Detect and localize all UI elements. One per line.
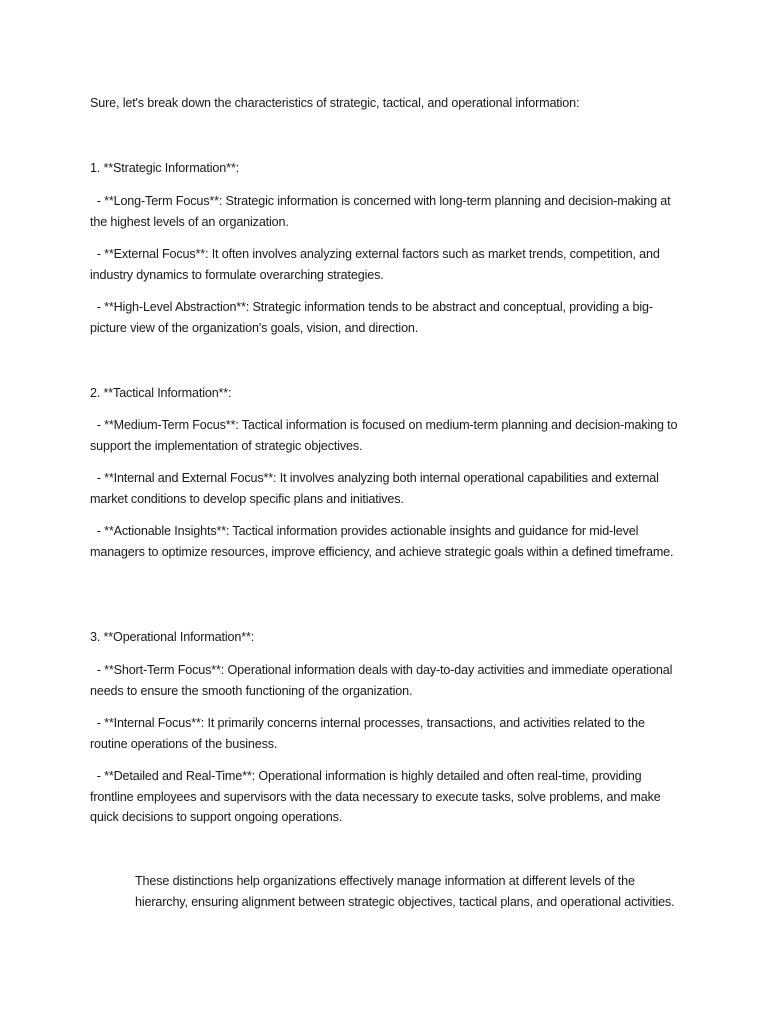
bullet-internal-focus: - **Internal Focus**: It primarily concerns internal processes, transactions, and activities related to the routine operations of the business.	[90, 716, 649, 751]
section-heading-strategic: 1. **Strategic Information**:	[90, 161, 239, 175]
bullet-medium-term-focus: - **Medium-Term Focus**: Tactical information is focused on medium-term planning and decision-making to support the implementation of strategic objectives.	[90, 418, 681, 453]
section-heading-operational: 3. **Operational Information**:	[90, 630, 255, 644]
bullet-detailed-real-time: - **Detailed and Real-Time**: Operational information is highly detailed and often real-time, providing frontline employees and supervisors with the data necessary to execute tasks, solve problems, and make quick decisions to support ongoing operations.	[90, 769, 664, 824]
bullet-high-level-abstraction: - **High-Level Abstraction**: Strategic information tends to be abstract and conceptual, providing a big-picture view of the organization's goals, vision, and direction.	[90, 300, 653, 335]
bullet-external-focus: - **External Focus**: It often involves analyzing external factors such as market trends, competition, and industry dynamics to formulate overarching strategies.	[90, 247, 664, 282]
bullet-internal-external-focus: - **Internal and External Focus**: It involves analyzing both internal operational capabilities and external market conditions to develop specific plans and initiatives.	[90, 471, 663, 506]
section-heading-tactical: 2. **Tactical Information**:	[90, 386, 232, 400]
bullet-actionable-insights: - **Actionable Insights**: Tactical information provides actionable insights and guidance for mid-level managers to optimize resources, improve efficiency, and achieve strategic goals within a defined timeframe.	[90, 524, 674, 559]
bullet-long-term-focus: - **Long-Term Focus**: Strategic information is concerned with long-term planning and decision-making at the highest levels of an organization.	[90, 194, 674, 229]
bullet-short-term-focus: - **Short-Term Focus**: Operational information deals with day-to-day activities and immediate operational needs to ensure the smooth functioning of the organization.	[90, 663, 676, 698]
intro-paragraph: Sure, let's break down the characteristics of strategic, tactical, and operational information:	[90, 96, 580, 110]
closing-paragraph: These distinctions help organizations effectively manage information at different levels of the hierarchy, ensuring alignment between strategic objectives, tactical plans, and operational activities.	[135, 874, 675, 909]
